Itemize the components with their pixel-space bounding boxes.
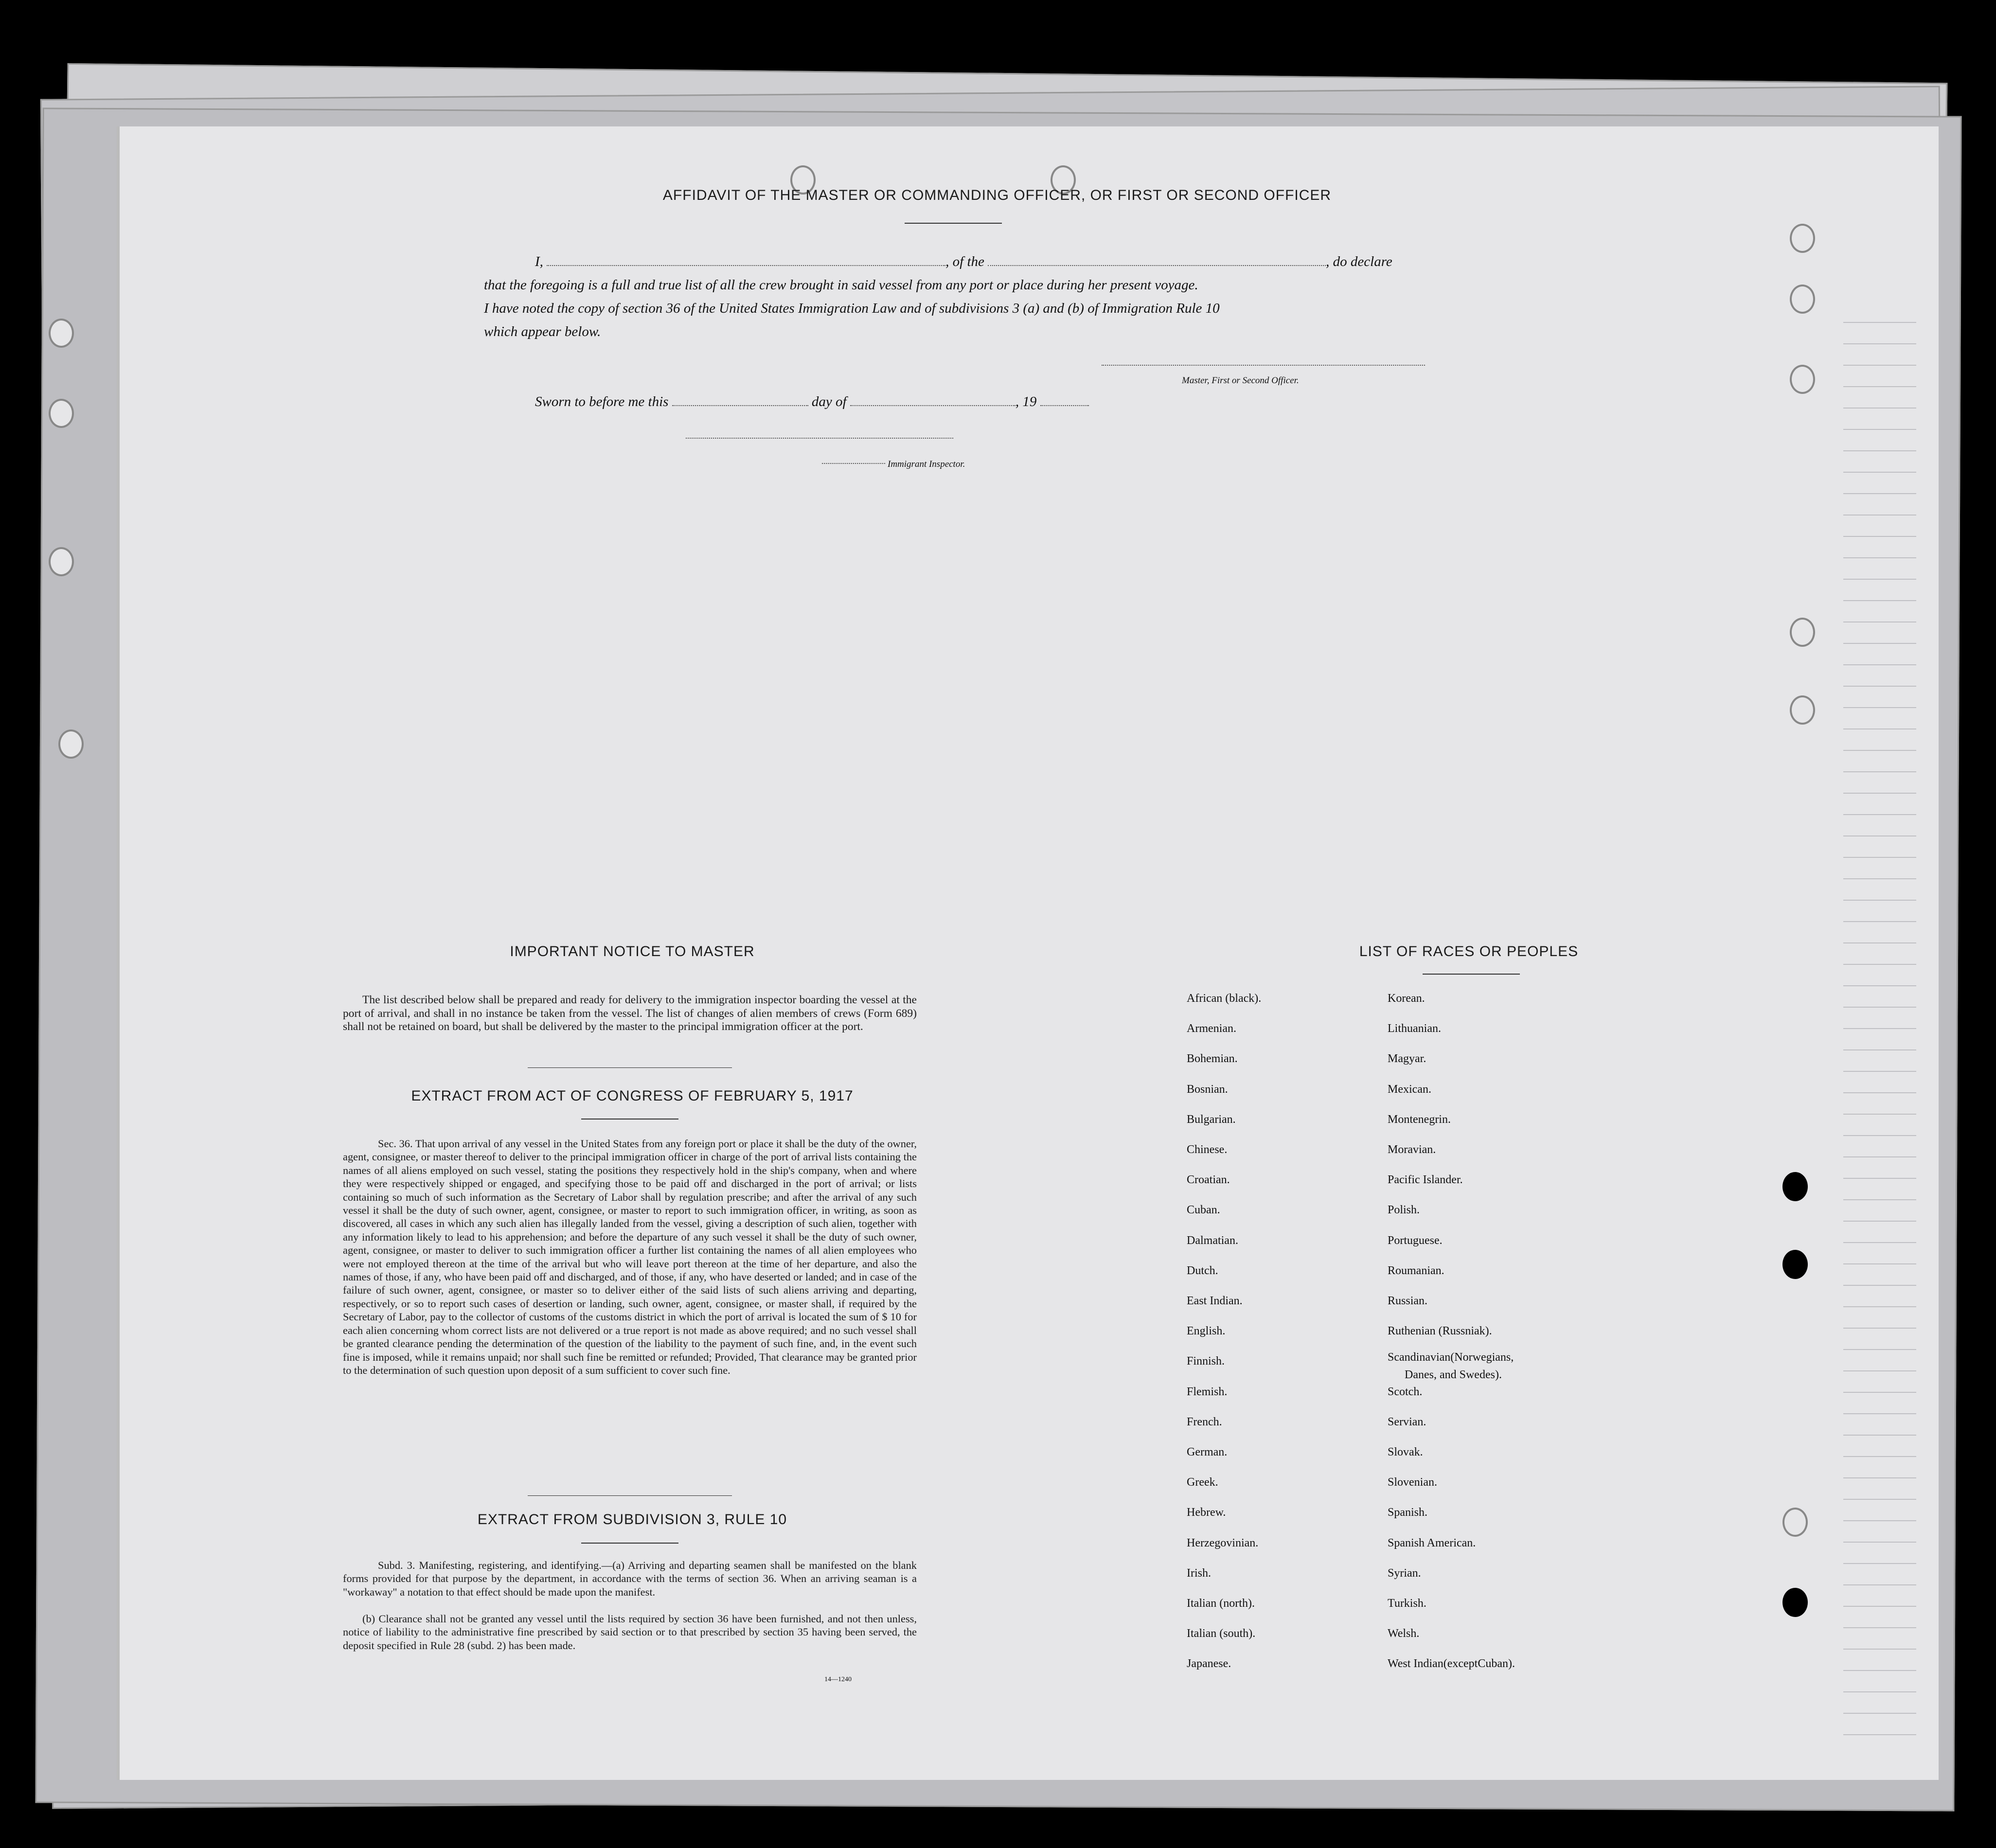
affidavit-title: AFFIDAVIT OF THE MASTER OR COMMANDING OFFICER, OR FIRST OR SECOND OFFICER xyxy=(662,187,1332,203)
race-item: Chinese. xyxy=(1187,1143,1228,1156)
binder-hole-icon xyxy=(1782,1250,1808,1279)
binder-hole-icon xyxy=(49,319,74,348)
affidavit-line-4: which appear below. xyxy=(484,324,601,339)
master-name-field[interactable] xyxy=(547,256,945,266)
race-item: Korean. xyxy=(1388,992,1425,1005)
affidavit-line-2: that the foregoing is a full and true list of all the crew brought in said vessel from any port or place during her present voyage. xyxy=(484,277,1198,293)
extract-rule-text-a: Subd. 3. Manifesting, registering, and identifying.—(a) Arriving and departing seamen shall be manifested on the blank forms provided for that purpose by the department, in accordance with the terms of section 36. When an arriving seaman is a "workaway" a notation to that effect should be made upon the manifest. xyxy=(343,1559,917,1598)
race-item: East Indian. xyxy=(1187,1295,1243,1307)
race-item: Slovak. xyxy=(1388,1446,1423,1458)
ruled-edge-sheet xyxy=(1843,302,1916,1736)
notice-rule xyxy=(528,1067,732,1068)
extract-rule-text-b: (b) Clearance shall not be granted any vessel until the lists required by section 36 have been furnished, and not then unless, notice of liability to the administrative fine prescribed by said section or to that prescribed by section 35 having been served, the deposit specified in Rule 28 (subd. 2) has been made. xyxy=(343,1613,917,1652)
race-item: Polish. xyxy=(1388,1204,1420,1217)
race-item: Mexican. xyxy=(1388,1083,1431,1096)
extract-act-rule-bottom xyxy=(528,1495,732,1496)
sworn-day-field[interactable] xyxy=(672,396,808,406)
race-item: French. xyxy=(1187,1415,1222,1428)
form-number: 14—1240 xyxy=(824,1676,852,1683)
binder-hole-icon xyxy=(1790,695,1815,725)
race-item: Danes, and Swedes). xyxy=(1405,1368,1502,1382)
affidavit-line-1 xyxy=(535,254,1392,270)
sworn-year-label: , 19 xyxy=(1015,394,1037,409)
binder-hole-icon xyxy=(1790,284,1815,314)
sworn-year-field[interactable] xyxy=(1040,396,1089,406)
sworn-line xyxy=(535,394,1089,410)
notice-text: The list described below shall be prepared and ready for delivery to the immigration inspector boarding the vessel at the port of arrival, and shall in no instance be taken from the vessel. The list of changes of alien members of crews (Form 689) shall not be retained on board, but shall be delivered by the master to the principal immigration officer at the port. xyxy=(343,994,917,1033)
race-item: Japanese. xyxy=(1187,1657,1231,1670)
race-item: Italian (south). xyxy=(1187,1627,1256,1640)
race-item: Spanish. xyxy=(1388,1506,1428,1519)
race-item: Armenian. xyxy=(1187,1022,1236,1035)
race-item: Scotch. xyxy=(1388,1385,1423,1398)
race-item: Magyar. xyxy=(1388,1052,1426,1066)
binder-hole-icon xyxy=(1782,1588,1808,1617)
binder-hole-icon xyxy=(1782,1508,1808,1537)
binder-hole-icon xyxy=(1790,224,1815,253)
notice-title: IMPORTANT NOTICE TO MASTER xyxy=(510,943,755,960)
race-item: African (black). xyxy=(1187,992,1262,1005)
binder-hole-icon xyxy=(49,547,74,576)
race-item: Syrian. xyxy=(1388,1566,1421,1580)
race-item: West Indian(exceptCuban). xyxy=(1388,1657,1515,1670)
sworn-day-of-label: day of xyxy=(811,394,847,409)
race-item: Lithuanian. xyxy=(1388,1022,1441,1035)
binder-hole-icon xyxy=(1790,618,1815,647)
race-item: Spanish American. xyxy=(1388,1536,1476,1549)
sworn-prefix: Sworn to before me this xyxy=(535,394,669,409)
binder-hole-icon xyxy=(1782,1172,1808,1201)
race-item: Servian. xyxy=(1388,1415,1426,1428)
inspector-caption: Immigrant Inspector. xyxy=(888,459,965,469)
race-item: Welsh. xyxy=(1388,1627,1420,1640)
race-item: Italian (north). xyxy=(1187,1597,1255,1610)
race-item: Bosnian. xyxy=(1187,1083,1228,1096)
race-item: Herzegovinian. xyxy=(1187,1536,1259,1549)
race-item: Moravian. xyxy=(1388,1143,1436,1156)
race-item: Montenegrin. xyxy=(1388,1113,1451,1126)
title-rule xyxy=(905,223,1002,224)
master-signature-line[interactable] xyxy=(1102,365,1425,366)
race-item: Bulgarian. xyxy=(1187,1113,1236,1126)
race-item: Bohemian. xyxy=(1187,1052,1238,1066)
races-title: LIST OF RACES OR PEOPLES xyxy=(1359,943,1579,960)
binder-hole-icon xyxy=(58,729,84,759)
race-item: Dalmatian. xyxy=(1187,1234,1238,1247)
race-item: Roumanian. xyxy=(1388,1264,1444,1277)
affidavit-of-the-label: , of the xyxy=(945,254,984,269)
race-item: Cuban. xyxy=(1187,1204,1220,1217)
extract-act-title: EXTRACT FROM ACT OF CONGRESS OF FEBRUARY 5, 1917 xyxy=(411,1088,854,1104)
race-item: Ruthenian (Russniak). xyxy=(1388,1325,1492,1338)
affidavit-line-3: I have noted the copy of section 36 of the United States Immigration Law and of subdivisions 3 (a) and (b) of Immigration Rule 10 xyxy=(484,301,1220,316)
binder-hole-icon xyxy=(1790,365,1815,394)
extract-act-text: Sec. 36. That upon arrival of any vessel in the United States from any foreign port or place it shall be the duty of the owner, agent, consignee, or master thereof to deliver to the principal immigration officer in charge of the port of arrival lists containing the names of all aliens employed on such vessel, stating the positions they respectively hold in the ship's company, when and where they were respectively shipped or engaged, and specifying those to be paid off and discharged in the port of arrival; or lists containing so much of such information as the Secretary of Labor shall by regulation prescribe; and after the arrival of any such vessel it shall be the duty of such owner, agent, consignee, or master to report to such immigration officer, in writing, as soon as discovered, all cases in which any such alien has illegally landed from the vessel, giving a description of such alien, together with any information likely to lead to his apprehension; and before the departure of any such vessel it shall be the duty of such owner, agent, consignee, or master to deliver to such immigration officer a further list containing the names of all alien employees who were not employed thereon at the time of the arrival but who will leave port thereon at the time of her departure, and also the names of those, if any, who have been paid off and discharged, and of those, if any, who have deserted or landed; and in case of the failure of such owner, agent, consignee, or master so to deliver either of the said lists of such aliens arriving and departing, respectively, or so to report such cases of desertion or landing, such owner, agent, consignee, or master shall, if required by the Secretary of Labor, pay to the collector of customs of the customs district in which the port of arrival is located the sum of $ 10 for each alien concerning whom correct lists are not delivered or a true report is not made as above required; and no such vessel shall be granted clearance pending the determination of the question of the liability to the payment of such fine, and, in the event such fine is imposed, while it remains unpaid; nor shall such fine be remitted or refunded; Provided, That clearance may be granted prior to the determination of such question upon deposit of a sum sufficient to cover such fine. xyxy=(343,1137,917,1376)
binder-hole-icon xyxy=(49,399,74,428)
race-item: Turkish. xyxy=(1388,1597,1426,1610)
race-item: Greek. xyxy=(1187,1476,1218,1489)
race-item: English. xyxy=(1187,1325,1226,1338)
extract-rule-rule xyxy=(581,1543,678,1544)
race-item: Portuguese. xyxy=(1388,1234,1443,1247)
race-item: Flemish. xyxy=(1187,1385,1228,1398)
affidavit-declare-label: , do declare xyxy=(1326,254,1392,269)
affidavit-i-label: I, xyxy=(535,254,543,269)
race-item: Dutch. xyxy=(1187,1264,1218,1277)
race-item: Croatian. xyxy=(1187,1173,1230,1187)
race-item: Scandinavian(Norwegians, xyxy=(1388,1351,1514,1364)
race-item: Pacific Islander. xyxy=(1388,1173,1463,1187)
race-item: Russian. xyxy=(1388,1295,1428,1307)
sworn-month-field[interactable] xyxy=(850,396,1016,406)
races-rule xyxy=(1423,974,1520,975)
race-item: Finnish. xyxy=(1187,1355,1225,1368)
race-item: German. xyxy=(1187,1446,1228,1458)
inspector-signature-line[interactable] xyxy=(686,438,953,439)
race-item: Hebrew. xyxy=(1187,1506,1226,1519)
race-item: Slovenian. xyxy=(1388,1476,1437,1489)
race-item: Irish. xyxy=(1187,1566,1211,1580)
inspector-caption-dots xyxy=(822,463,885,464)
vessel-name-field[interactable] xyxy=(988,256,1326,266)
master-signature-caption: Master, First or Second Officer. xyxy=(1182,375,1299,386)
extract-rule-title: EXTRACT FROM SUBDIVISION 3, RULE 10 xyxy=(477,1511,787,1528)
